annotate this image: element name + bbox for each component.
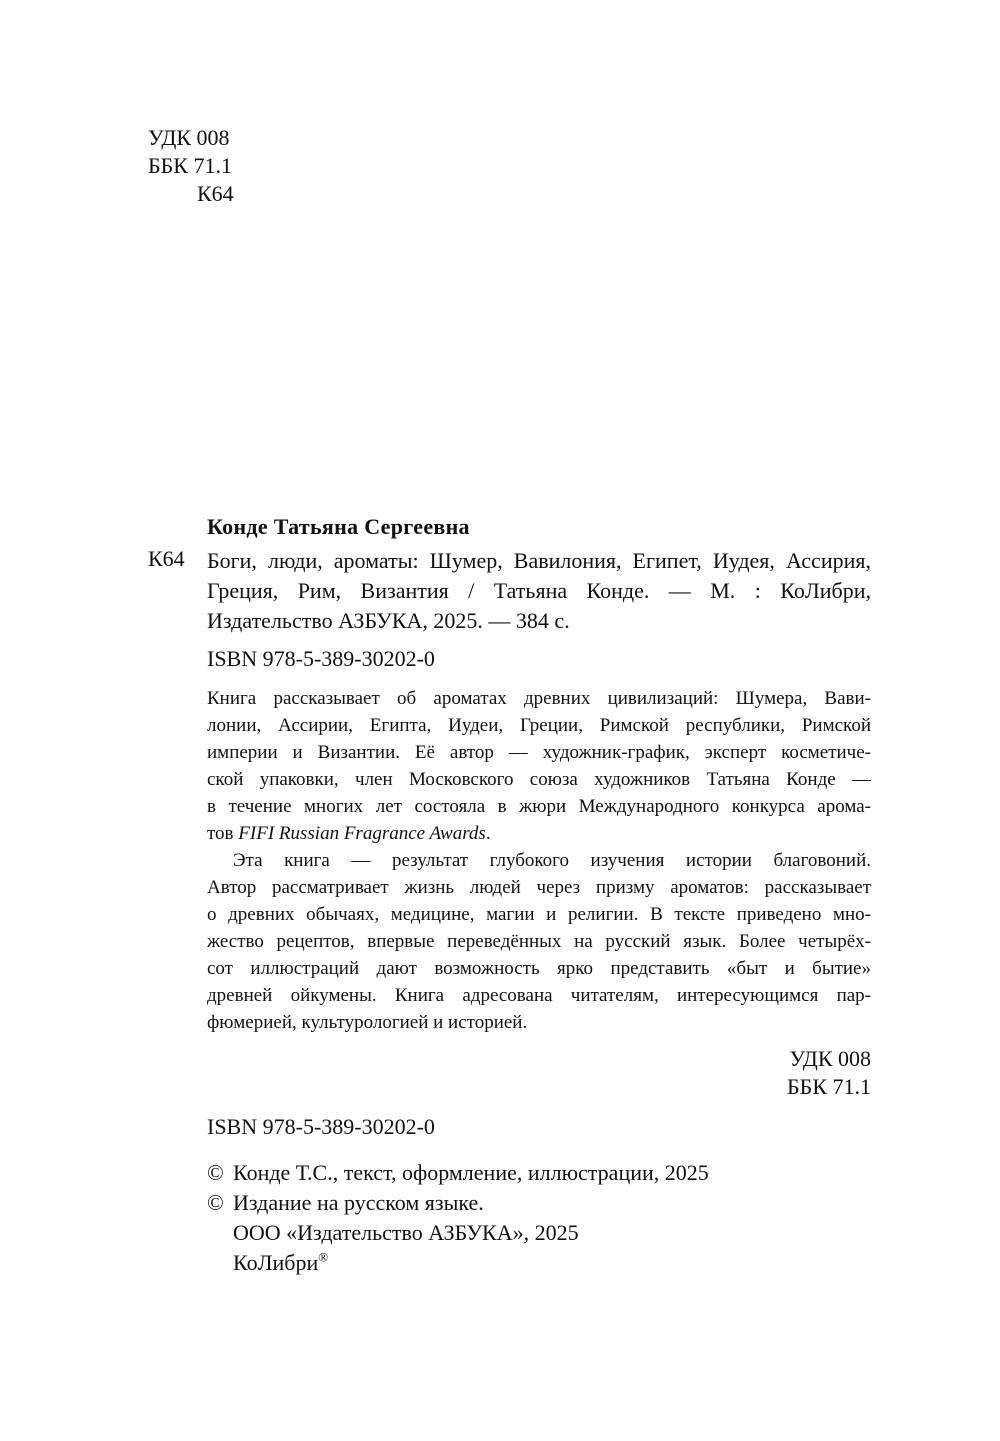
annotation-line-awards [207, 820, 871, 847]
isbn-bottom: ISBN 978-5-389-30202-0 [207, 1114, 435, 1139]
title-line: Греция, Рим, Византия / Татьяна Конде. — М. : КоЛибри, [207, 578, 871, 603]
bbk-code: ББК 71.1 [148, 153, 232, 178]
copyright-sign: © [207, 1160, 224, 1185]
annotation-line: ской упаковки, член Московского союза художников Татьяна Конде — [207, 769, 871, 790]
publisher-brand: КоЛибри [233, 1250, 319, 1275]
top-codes [148, 124, 234, 208]
annotation-line: Эта книга — результат глубокого изучения истории благовоний. [233, 850, 871, 871]
annotation [207, 685, 871, 1036]
udk-code-bottom: УДК 008 [789, 1046, 871, 1071]
annotation-text: . [485, 823, 491, 844]
annotation-line: сот иллюстраций дают возможность ярко представить «быт и бытие» [207, 958, 871, 979]
annotation-line: древней ойкумены. Книга адресована читателям, интересующимся пар- [207, 985, 871, 1006]
copyright-sign: © [207, 1190, 224, 1215]
annotation-line: фюмерией, культурологией и историей. [207, 1012, 528, 1033]
title-line: Издательство АЗБУКА, 2025. — 384 с. [207, 608, 570, 633]
isbn-top: ISBN 978-5-389-30202-0 [207, 646, 435, 671]
copyright-line [207, 1248, 709, 1278]
bbk-code-bottom: ББК 71.1 [787, 1074, 871, 1099]
registered-mark: ® [318, 1249, 329, 1265]
copyright-text: Издание на русском языке. [233, 1190, 484, 1215]
annotation-line: Книга рассказывает об ароматах древних цивилизаций: Шумера, Вави- [207, 688, 871, 709]
copyright-text: Конде Т.С., текст, оформление, иллюстрации, 2025 [233, 1160, 709, 1185]
awards-name: FIFI Russian Fragrance Awards [238, 823, 486, 844]
bibliographic-title [207, 546, 871, 636]
copyright-block [207, 1158, 709, 1278]
author-name: Конде Татьяна Сергеевна [207, 514, 470, 539]
annotation-text: тов [207, 823, 239, 844]
copyright-line: ООО «Издательство АЗБУКА», 2025 [233, 1220, 579, 1245]
title-line: Боги, люди, ароматы: Шумер, Вавилония, Египет, Иудея, Ассирия, [207, 548, 871, 573]
author-mark: К64 [197, 181, 234, 206]
annotation-line: в течение многих лет состояла в жюри Международного конкурса арома- [207, 796, 871, 817]
udk-code: УДК 008 [148, 125, 230, 150]
annotation-line: лонии, Ассирии, Египта, Иудеи, Греции, Римской республики, Римской [207, 715, 871, 736]
entry-author-mark: К64 [148, 546, 185, 571]
annotation-line: жество рецептов, впервые переведённых на русский язык. Более четырёх- [207, 931, 871, 952]
annotation-line: о древних обычаях, медицине, магии и религии. В тексте приведено мно- [207, 904, 871, 925]
annotation-line: империи и Византии. Её автор — художник-график, эксперт косметиче- [207, 742, 871, 763]
copyright-line [207, 1158, 709, 1188]
bottom-codes [787, 1045, 871, 1101]
annotation-line: Автор рассматривает жизнь людей через призму ароматов: рассказывает [207, 877, 871, 898]
copyright-line [207, 1188, 709, 1218]
